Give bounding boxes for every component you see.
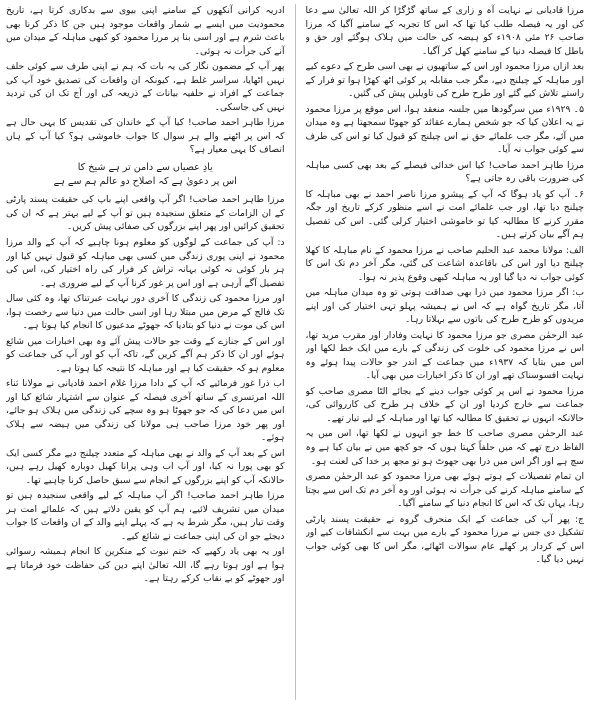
paragraph: اور مرزا محمود کی زندگی کا آخری دور نہایت عبرتناک تھا، وہ کئی سال تک فالج کے مرض میں مبتلا رہا اور اسی حالت میں دنیا سے رخصت ہوا، اس کی موت نے دنیا کو بتادیا کہ جھوٹے مدعیوں کا انجام کیا ہوتا ہے۔ xyxy=(6,293,285,332)
paragraph: ادریہ کرانی آنکھوں کے سامنے اپنی بیوی سے بدکاری کرتا ہے، تاریخ محمودیت میں ایسے بے شمار واقعات موجود ہیں جن کا ذکر کرنا بھی باعث شرم ہے اور اسی بنا پر مرزا محمود کو کبھی مباہلہ کے میدان میں آنے کی جرأت نہ ہوئی۔ xyxy=(6,5,285,57)
paragraph: مرزا محمود نے اس پر کوئی جواب دینے کے بجائے الٹا مصری صاحب کو جماعت سے خارج کردیا اور ان کے خلاف ہر طرح کی کارروائی کی، حالانکہ انہوں نے تحقیق کا مطالبہ کیا تھا اور مباہلہ کے لیے تیار تھے۔ xyxy=(305,385,584,424)
poem-verse xyxy=(6,161,285,190)
paragraph: ج: پھر آپ کی جماعت کے ایک منحرف گروہ نے حقیقت پسند پارٹی تشکیل دی جس نے مرزا محمود کے بارے میں بہت سے انکشافات کیے اور اس کے کردار پر کھلے عام سوالات اٹھائے، مگر اس کا بھی کوئی جواب نہیں دیا گیا۔ xyxy=(305,513,584,566)
paragraph: ۶۔ آپ کو یاد ہوگا کہ آپ کے پیشرو مرزا ناصر احمد نے بھی مباہلہ کا چیلنج دیا تھا، اور جب علمائے امت نے اسے منظور کرکے تاریخ اور جگہ مقرر کرنے کا مطالبہ کیا تو خاموشی اختیار کرلی گئی۔ اس کی تفصیل ہم آگے بیان کرتے ہیں۔ xyxy=(305,188,584,241)
paragraph: مرزا طاہر احمد صاحب! کیا اس خدائی فیصلے کے بعد بھی کسی مباہلہ کی ضرورت باقی رہ جاتی ہے؟ xyxy=(305,159,584,185)
poem-line: یادِ عصیاں سے دامن تر ہے شیخ کا xyxy=(77,161,213,173)
right-column xyxy=(306,4,585,700)
left-column xyxy=(6,4,285,700)
paragraph: ۵۔ ۱۹۲۹ء میں سرگودھا میں جلسہ منعقد ہوا، اس موقع پر مرزا محمود نے یہ اعلان کیا کہ جو شخص ہمارے عقائد کو جھوٹا سمجھتا ہے وہ میدان میں آئے، مگر جب علمائے حق نے اس چیلنج کو قبول کیا تو اس کی طرف سے کوئی جواب نہ آیا۔ xyxy=(305,103,584,156)
paragraph: د: آپ کی جماعت کے لوگوں کو معلوم ہونا چاہیے کہ آپ کے والد مرزا محمود نے اپنی پوری زندگی میں کسی بھی مباہلہ کو قبول نہیں کیا اور ہر بار کوئی نہ کوئی بہانہ تراش کر فرار کی راہ اختیار کی، اس کی تفصیل آگے آرہی ہے اور اس پر غور کرنا آپ کے لیے ضروری ہے۔ xyxy=(6,237,285,289)
paragraph: ان تمام تفصیلات کے ہوتے ہوئے بھی مرزا محمود کو عبد الرحمٰن مصری کے سامنے مباہلہ کرنے کی جرأت نہ ہوئی اور وہ آخر دم تک اس سے بچتا رہا، یہاں تک کہ اس کا انجام دنیا کے سامنے آگیا۔ xyxy=(305,471,584,510)
paragraph: اور یہ بھی یاد رکھیے کہ ختم نبوت کے منکرین کا انجام ہمیشہ رسوائی ہوا ہے اور ہوتا رہے گا، اللہ تعالیٰ اپنے دین کی حفاظت خود فرماتا ہے اور جھوٹے کو بے نقاب کرکے رہتا ہے۔ xyxy=(6,546,285,585)
poem-line: اس پر دعویٰ ہے کہ اصلاح دو عالم ہم سے ہے xyxy=(53,176,237,188)
paragraph: مرزا طاہر احمد صاحب! اگر آپ واقعی اپنے باپ کی حقیقت پسند پارٹی کے ان الزامات کے متعلق سنجیدہ ہیں تو آپ کے لیے بہتر ہے کہ ان کی تحقیق کرائیں اور پھر اپنے بزرگوں کی صفائی پیش کریں۔ xyxy=(6,194,285,233)
paragraph: مرزا طاہر احمد صاحب! اگر آپ مباہلہ کے لیے واقعی سنجیدہ ہیں تو میدان میں تشریف لائیے، ہم آپ کو یقین دلاتے ہیں کہ علمائے امت ہر وقت تیار ہیں، مگر شرط یہ ہے کہ پہلے اپنے والد کے ان واقعات کا جواب دیجئے جو ان کی اپنی جماعت نے شائع کیے۔ xyxy=(6,490,285,542)
paragraph: عبد الرحمٰن مصری صاحب کا خط جو انہوں نے لکھا تھا، اس میں یہ الفاظ درج تھے کہ میں حلفاً کہتا ہوں کہ جو کچھ میں نے بیان کیا ہے وہ سچ ہے اور اگر اس میں ذرا بھی جھوٹ ہو تو مجھ پر خدا کی لعنت ہو۔ xyxy=(305,428,584,467)
paragraph: اب ذرا غور فرمائیے کہ آپ کے دادا مرزا غلام احمد قادیانی نے مولانا ثناء اللہ امرتسری کے ساتھ آخری فیصلہ کے عنوان سے اشتہار شائع کیا اور اس میں دعا کی کہ جو جھوٹا ہو وہ سچے کی زندگی میں ہلاک ہو جائے، اور پھر خود مرزا صاحب ہی مولانا کی زندگی میں ہیضہ سے ہلاک ہوئے۔ xyxy=(6,378,285,444)
paragraph: بعد ازاں مرزا محمود اور اس کے ساتھیوں نے بھی اسی طرح کے دعوے کیے اور مباہلہ کے چیلنج دیے، مگر جب مقابلہ پر کوئی اٹھ کھڑا ہوا تو فرار کے راستے تلاش کیے گئے اور طرح طرح کی تاویلیں پیش کی گئیں۔ xyxy=(305,61,584,100)
paragraph: مرزا قادیانی نے نہایت آہ و زاری کے ساتھ گڑگڑا کر اللہ تعالیٰ سے دعا کی اور یہ فیصلہ طلب کیا تھا کہ اس کا تجربہ کے سامنے آگیا کہ مرزا صاحب ۲۶ مئی ۱۹۰۸ء کو ہیضہ کی حالت میں ہلاک ہوگئے اور حق و باطل کا فیصلہ دنیا کے سامنے کھل کر آگیا۔ xyxy=(305,5,584,57)
paragraph: ب: اگر مرزا محمود میں ذرا بھی صداقت ہوتی تو وہ میدان مباہلہ میں آتا، مگر تاریخ گواہ ہے کہ اس نے ہمیشہ پہلو تہی اختیار کی اور اپنے مریدوں کو طرح طرح کی باتوں سے بہلاتا رہا۔ xyxy=(305,287,584,326)
paragraph: پھر آپ کے مضمون نگار کی یہ بات کہ ہم نے اپنی طرف سے کوئی حلف نہیں اٹھایا، سراسر غلط ہے، کیونکہ ان واقعات کی تصدیق خود آپ کی جماعت کے افراد نے حلفیہ بیانات کے ذریعہ کی اور آج تک ان کی تردید نہیں کی جاسکی۔ xyxy=(6,61,285,113)
paragraph: مرزا طاہر احمد صاحب! کیا آپ کے خاندان کی تقدیس کا یہی حال ہے کہ اس پر اٹھنے والے ہر سوال کا جواب خاموشی ہو؟ کیا آپ کے ہاں انصاف کا یہی معیار ہے؟ xyxy=(6,117,285,156)
paragraph: الف: مولانا محمد عبد الحلیم صاحب نے مرزا محمود کے نام مباہلہ کا کھلا چیلنج دیا اور اس کی باقاعدہ اشاعت کی گئی، مگر آخر دم تک اس کا کوئی جواب نہ دیا گیا اور یہ مباہلہ کبھی وقوع پذیر نہ ہوا۔ xyxy=(305,244,584,283)
paragraph: عبد الرحمٰن مصری جو مرزا محمود کا نہایت وفادار اور مقرب مرید تھا، اس نے مرزا محمود کی خلوت کی زندگی کے بارے میں ایک خط لکھا اور اس میں بتایا کہ ۱۹۳۷ء میں جماعت کے اندر جو حالات پیدا ہوئے وہ نہایت افسوسناک تھے اور ان کا ذکر اخبارات میں بھی آیا۔ xyxy=(305,329,584,382)
paragraph: اس کے بعد آپ کے والد نے بھی مباہلہ کے متعدد چیلنج دیے مگر کسی ایک کو بھی پورا نہ کیا، اور آپ اب وہی پرانا کھیل دوبارہ کھیل رہے ہیں، حالانکہ آپ کو اپنے بزرگوں کے انجام سے سبق حاصل کرنا چاہیے تھا۔ xyxy=(6,447,285,486)
document-page xyxy=(6,4,584,700)
paragraph: اور اس کے جنازے کے وقت جو حالات پیش آئے وہ بھی اخبارات میں شائع ہوئے اور ان کا ذکر ہم آگے کریں گے، تاکہ آپ کو اور آپ کی جماعت کو معلوم ہو کہ حقیقت کیا ہے اور مباہلہ کا نتیجہ کیا ہوتا ہے۔ xyxy=(6,335,285,374)
column-divider xyxy=(295,4,296,700)
